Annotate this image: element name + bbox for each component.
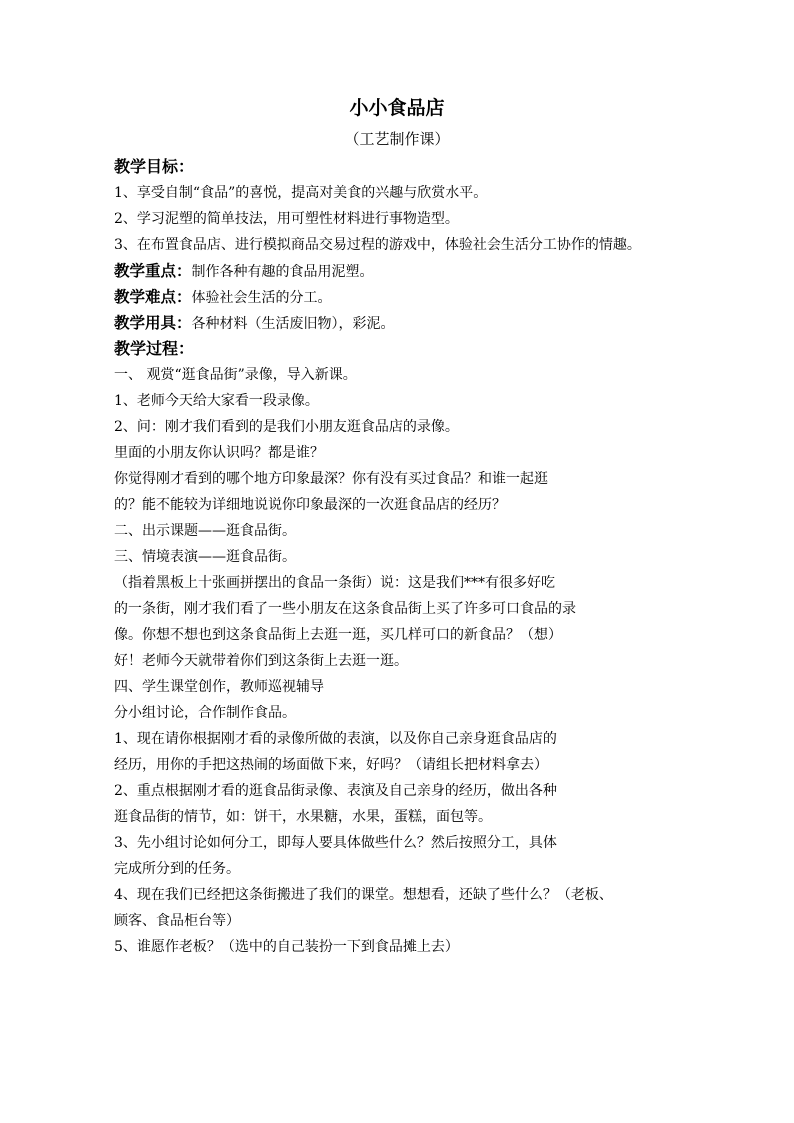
process-line: 4、现在我们已经把这条街搬进了我们的课堂。想想看，还缺了些什么？（老板、	[114, 887, 613, 903]
process-line: 里面的小朋友你认识吗？都是谁？	[114, 445, 324, 461]
tools-row	[114, 310, 684, 336]
objective-item: 1、享受自制“食品”的喜悦，提高对美食的兴趣与欣赏水平。	[114, 185, 488, 201]
process-line: 你觉得刚才看到的哪个地方印象最深？你有没有买过食品？和谁一起逛	[114, 471, 548, 487]
process-line: 好！老师今天就带着你们到这条街上去逛一逛。	[114, 653, 408, 669]
process-line: 像。你想不想也到这条食品街上去逛一逛，买几样可口的新食品？（想）	[114, 627, 562, 643]
process-line: 二、出示课题——逛食品街。	[114, 523, 296, 539]
objective-item: 2、学习泥塑的简单技法，用可塑性材料进行事物造型。	[114, 211, 459, 227]
process-line: 2、重点根据刚才看的逛食品街录像、表演及自己亲身的经历，做出各种	[114, 783, 557, 799]
key-point-label: 教学重点：	[114, 261, 192, 280]
key-point-text: 制作各种有趣的食品用泥塑。	[191, 264, 374, 280]
objective-item: 3、在布置食品店、进行模拟商品交易过程的游戏中，体验社会生活分工协作的情趣。	[114, 237, 641, 253]
process-line: （指着黑板上十张画拼摆出的食品一条街）说：这是我们***有很多好吃	[114, 575, 555, 591]
process-line: 完成所分到的任务。	[114, 861, 240, 877]
document-body	[114, 154, 684, 960]
process-line: 5、谁愿作老板？（选中的自己装扮一下到食品摊上去）	[114, 939, 459, 955]
process-line: 四、学生课堂创作，教师巡视辅导	[114, 679, 324, 695]
page-title: 小小食品店	[349, 97, 445, 119]
process-line: 三、情境表演——逛食品街。	[114, 549, 296, 565]
difficulty-label: 教学难点：	[114, 287, 192, 306]
process-line: 的一条街，刚才我们看了一些小朋友在这条食品街上买了许多可口食品的录	[114, 601, 576, 617]
process-line: 一、 观赏“逛食品街”录像，导入新课。	[114, 367, 357, 383]
process-line: 1、老师今天给大家看一段录像。	[114, 393, 319, 409]
process-heading: 教学过程：	[114, 339, 195, 358]
process-line: 2、问：刚才我们看到的是我们小朋友逛食品店的录像。	[114, 419, 459, 435]
process-line: 经历，用你的手把这热闹的场面做下来，好吗？（请组长把材料拿去）	[114, 757, 548, 773]
process-line: 1、现在请你根据刚才看的录像所做的表演，以及你自己亲身逛食品店的	[114, 731, 557, 747]
tools-text: 各种材料（生活废旧物），彩泥。	[191, 316, 395, 332]
process-line: 的？能不能较为详细地说说你印象最深的一次逛食品店的经历？	[114, 497, 506, 513]
tools-label: 教学用具：	[114, 313, 192, 332]
difficulty-text: 体验社会生活的分工。	[191, 290, 332, 306]
process-line: 逛食品街的情节，如：饼干，水果糖，水果，蛋糕，面包等。	[114, 809, 492, 825]
process-line: 顾客、食品柜台等）	[114, 913, 240, 929]
difficulty-row	[114, 284, 684, 310]
page-subtitle: （工艺制作课）	[344, 130, 450, 148]
key-point-row	[114, 258, 684, 284]
process-line: 分小组讨论，合作制作食品。	[114, 705, 296, 721]
objectives-heading: 教学目标：	[114, 157, 195, 176]
process-line: 3、先小组讨论如何分工，即每人要具体做些什么？然后按照分工，具体	[114, 835, 557, 851]
